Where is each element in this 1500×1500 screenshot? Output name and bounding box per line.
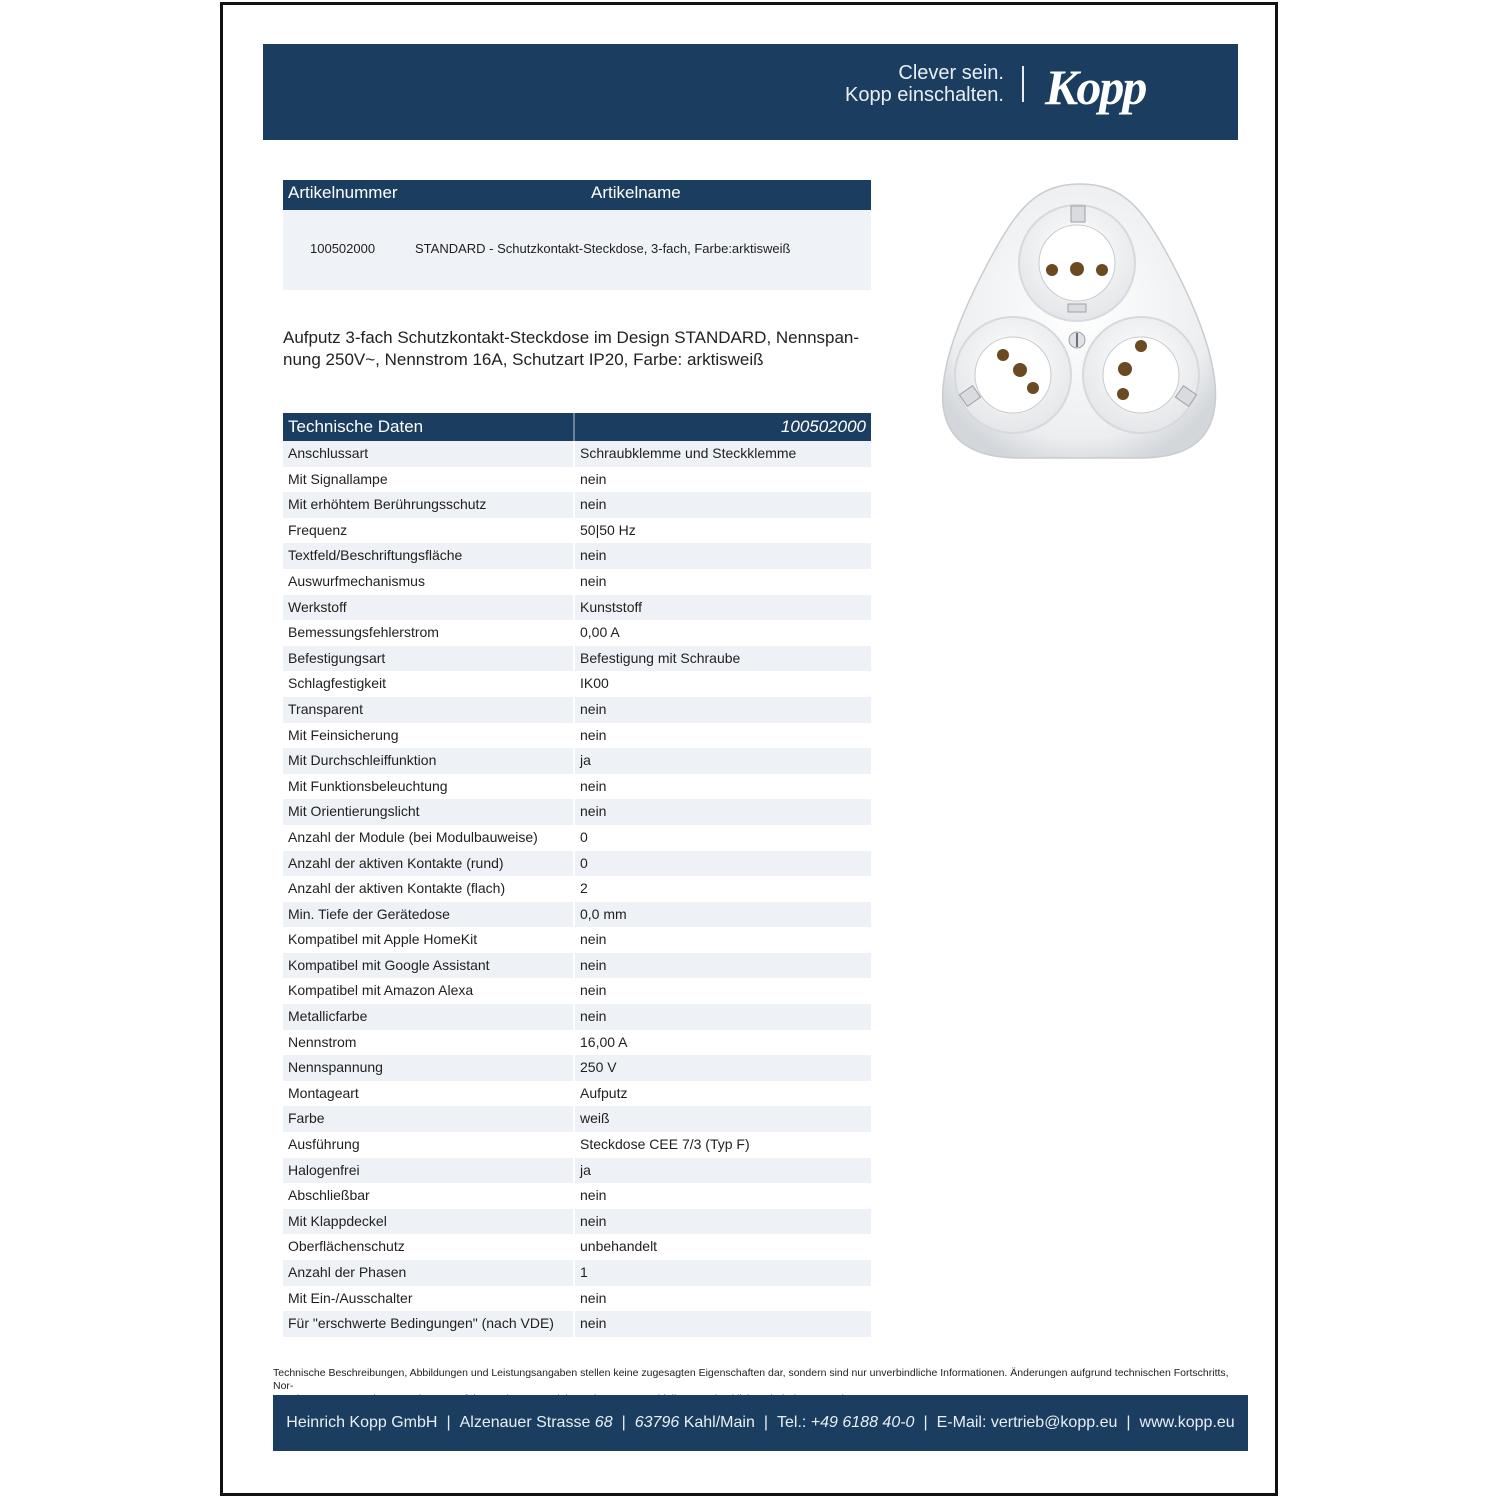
property-value: 250 V bbox=[580, 1059, 617, 1076]
technical-data-header bbox=[283, 413, 871, 441]
technical-data-row bbox=[283, 1132, 871, 1158]
property-name: Mit Feinsicherung bbox=[288, 726, 399, 743]
technical-data-row bbox=[283, 953, 871, 979]
product-image bbox=[935, 180, 1225, 470]
technical-data-row bbox=[283, 1004, 871, 1030]
property-value: Steckdose CEE 7/3 (Typ F) bbox=[580, 1136, 750, 1153]
property-value: nein bbox=[580, 803, 607, 820]
footer-city-name: Kahl/Main bbox=[679, 1414, 755, 1431]
property-value: weiß bbox=[580, 1110, 610, 1127]
property-value: nein bbox=[580, 700, 607, 717]
property-value: nein bbox=[580, 1008, 607, 1025]
property-value: ja bbox=[580, 752, 591, 769]
property-value: nein bbox=[580, 956, 607, 973]
technical-data-table bbox=[283, 413, 871, 1337]
description-line-1: Aufputz 3-fach Schutzkontakt-Steckdose im Design STANDARD, Nennspan- bbox=[283, 328, 860, 347]
property-name: Anzahl der Phasen bbox=[288, 1264, 407, 1280]
property-name: Oberflächenschutz bbox=[288, 1238, 405, 1255]
property-name: Für "erschwerte Bedingungen" (nach VDE) bbox=[288, 1315, 554, 1332]
property-value: nein bbox=[580, 777, 607, 794]
technical-data-row bbox=[283, 543, 871, 569]
product-description bbox=[283, 327, 873, 371]
property-name: Werkstoff bbox=[288, 598, 347, 615]
technical-data-row bbox=[283, 902, 871, 928]
technical-data-row bbox=[283, 1311, 871, 1337]
property-value: 0,0 mm bbox=[580, 905, 627, 922]
property-value: nein bbox=[580, 982, 607, 999]
slogan-line-1: Clever sein. bbox=[898, 62, 1004, 84]
article-name: STANDARD - Schutzkontakt-Steckdose, 3-fach, Farbe:arktisweiß bbox=[415, 241, 791, 256]
property-name: Nennstrom bbox=[288, 1033, 357, 1050]
property-value: 0 bbox=[580, 828, 588, 845]
col-article-number: Artikelnummer bbox=[288, 183, 398, 202]
technical-data-row bbox=[283, 774, 871, 800]
property-name: Bemessungsfehlerstrom bbox=[288, 624, 439, 641]
technical-data-row bbox=[283, 569, 871, 595]
property-value: 16,00 A bbox=[580, 1033, 628, 1050]
logo-text: Kopp bbox=[1045, 60, 1146, 115]
technical-data-row bbox=[283, 697, 871, 723]
property-value: 0,00 A bbox=[580, 624, 620, 641]
kopp-logo bbox=[1043, 60, 1223, 124]
disclaimer-line-1: Technische Beschreibungen, Abbildungen und Leistungsangaben stellen keine zugesagten Eigenschaften dar, sondern sind nur unverbindliche Informationen. Änderungen aufgrund technischen Fortschritts, Nor- bbox=[273, 1367, 1229, 1392]
technical-data-row bbox=[283, 1081, 871, 1107]
property-value: nein bbox=[580, 496, 607, 513]
technical-data-row bbox=[283, 1055, 871, 1081]
property-value: 0 bbox=[580, 854, 588, 871]
property-name: Anzahl der aktiven Kontakte (rund) bbox=[288, 854, 504, 871]
property-name: Mit Ein-/Ausschalter bbox=[288, 1289, 413, 1306]
property-name: Min. Tiefe der Gerätedose bbox=[288, 905, 450, 922]
slogan-line-2: Kopp einschalten. bbox=[844, 84, 1004, 106]
description-line-2: nung 250V~, Nennstrom 16A, Schutzart IP20, Farbe: arktisweiß bbox=[283, 350, 764, 369]
footer-separator: | bbox=[763, 1414, 768, 1431]
footer-city bbox=[635, 1414, 755, 1432]
property-value: 2 bbox=[580, 880, 588, 897]
technical-data-row bbox=[283, 978, 871, 1004]
footer-tel-number: +49 6188 40-0 bbox=[810, 1414, 915, 1431]
property-name: Auswurfmechanismus bbox=[288, 572, 425, 589]
slogan bbox=[845, 62, 1004, 106]
property-value: Aufputz bbox=[580, 1084, 628, 1101]
footer-banner bbox=[273, 1395, 1248, 1451]
technical-data-row bbox=[283, 671, 871, 697]
article-table bbox=[283, 180, 871, 290]
technical-data-row bbox=[283, 1286, 871, 1312]
technical-data-row bbox=[283, 1183, 871, 1209]
property-name: Transparent bbox=[288, 700, 363, 717]
footer-email[interactable]: E-Mail: vertrieb@kopp.eu bbox=[936, 1414, 1118, 1431]
technical-data-row bbox=[283, 927, 871, 953]
technical-data-row bbox=[283, 723, 871, 749]
property-value: Kunststoff bbox=[580, 598, 643, 615]
technical-data-row bbox=[283, 1030, 871, 1056]
footer-tel-label: Tel.: bbox=[777, 1414, 811, 1431]
property-value: 50|50 Hz bbox=[580, 521, 636, 538]
footer-zip: 63796 bbox=[634, 1414, 680, 1431]
technical-data-row bbox=[283, 825, 871, 851]
technical-data-row bbox=[283, 1106, 871, 1132]
property-name: Metallicfarbe bbox=[288, 1008, 368, 1025]
property-value: nein bbox=[580, 1187, 607, 1204]
footer-company: Heinrich Kopp GmbH bbox=[286, 1414, 438, 1431]
technical-data-row bbox=[283, 876, 871, 902]
property-value: nein bbox=[580, 547, 607, 564]
property-name: Kompatibel mit Amazon Alexa bbox=[288, 982, 474, 999]
property-value: IK00 bbox=[580, 675, 609, 692]
property-value: Schraubklemme und Steckklemme bbox=[580, 445, 797, 461]
property-name: Textfeld/Beschriftungsfläche bbox=[288, 547, 463, 564]
property-name: Ausführung bbox=[288, 1136, 360, 1153]
slogan-divider bbox=[1022, 66, 1024, 102]
property-name: Kompatibel mit Apple HomeKit bbox=[288, 931, 478, 948]
property-name: Anschlussart bbox=[288, 445, 369, 461]
property-name: Mit erhöhtem Berührungsschutz bbox=[288, 496, 487, 513]
property-name: Anzahl der aktiven Kontakte (flach) bbox=[288, 880, 506, 897]
property-name: Mit Klappdeckel bbox=[288, 1212, 387, 1229]
property-name: Kompatibel mit Google Assistant bbox=[288, 956, 490, 973]
property-name: Halogenfrei bbox=[288, 1161, 360, 1178]
technical-data-row bbox=[283, 518, 871, 544]
footer-separator: | bbox=[621, 1414, 626, 1431]
article-table-header bbox=[283, 180, 871, 210]
technical-data-title: Technische Daten bbox=[288, 417, 424, 436]
technical-data-row bbox=[283, 620, 871, 646]
property-name: Montageart bbox=[288, 1084, 359, 1101]
footer-separator: | bbox=[923, 1414, 928, 1431]
property-name: Farbe bbox=[288, 1110, 325, 1127]
header-banner bbox=[263, 44, 1238, 140]
property-name: Frequenz bbox=[288, 521, 348, 538]
property-name: Mit Signallampe bbox=[288, 470, 388, 487]
technical-data-number: 100502000 bbox=[780, 417, 866, 436]
technical-data-row bbox=[283, 441, 871, 467]
property-value: nein bbox=[580, 1212, 607, 1229]
property-name: Schlagfestigkeit bbox=[288, 675, 387, 692]
footer-tel bbox=[777, 1414, 914, 1432]
technical-data-row bbox=[283, 595, 871, 621]
property-value: nein bbox=[580, 470, 607, 487]
footer-street-number: 68 bbox=[594, 1414, 613, 1431]
technical-data-row bbox=[283, 492, 871, 518]
technical-data-row bbox=[283, 1209, 871, 1235]
property-name: Nennspannung bbox=[288, 1059, 383, 1076]
technical-data-row bbox=[283, 1158, 871, 1184]
property-name: Mit Durchschleiffunktion bbox=[288, 752, 437, 769]
property-name: Mit Orientierungslicht bbox=[288, 803, 420, 820]
article-table-row bbox=[283, 210, 871, 290]
property-value: nein bbox=[580, 1315, 607, 1332]
footer-website[interactable]: www.kopp.eu bbox=[1139, 1414, 1235, 1431]
property-value: Befestigung mit Schraube bbox=[580, 649, 741, 666]
property-value: 1 bbox=[580, 1264, 588, 1280]
property-value: unbehandelt bbox=[580, 1238, 658, 1255]
footer-street-name: Alzenauer Strasse bbox=[459, 1414, 595, 1431]
property-value: nein bbox=[580, 572, 607, 589]
technical-data-row bbox=[283, 851, 871, 877]
property-name: Mit Funktionsbeleuchtung bbox=[288, 777, 448, 794]
property-value: nein bbox=[580, 1289, 607, 1306]
technical-data-rows bbox=[283, 441, 871, 1337]
property-name: Abschließbar bbox=[288, 1187, 370, 1204]
property-name: Befestigungsart bbox=[288, 649, 386, 666]
technical-data-row bbox=[283, 748, 871, 774]
property-value: ja bbox=[580, 1161, 591, 1178]
technical-data-row bbox=[283, 467, 871, 493]
technical-data-row bbox=[283, 1260, 871, 1286]
technical-data-row bbox=[283, 646, 871, 672]
footer-separator: | bbox=[446, 1414, 451, 1431]
technical-data-row bbox=[283, 1234, 871, 1260]
footer-street bbox=[460, 1414, 613, 1432]
article-number: 100502000 bbox=[310, 241, 376, 256]
property-value: nein bbox=[580, 931, 607, 948]
footer-separator: | bbox=[1126, 1414, 1131, 1431]
property-name: Anzahl der Module (bei Modulbauweise) bbox=[288, 828, 538, 845]
property-value: nein bbox=[580, 726, 607, 743]
col-article-name: Artikelname bbox=[591, 183, 681, 202]
technical-data-row bbox=[283, 799, 871, 825]
